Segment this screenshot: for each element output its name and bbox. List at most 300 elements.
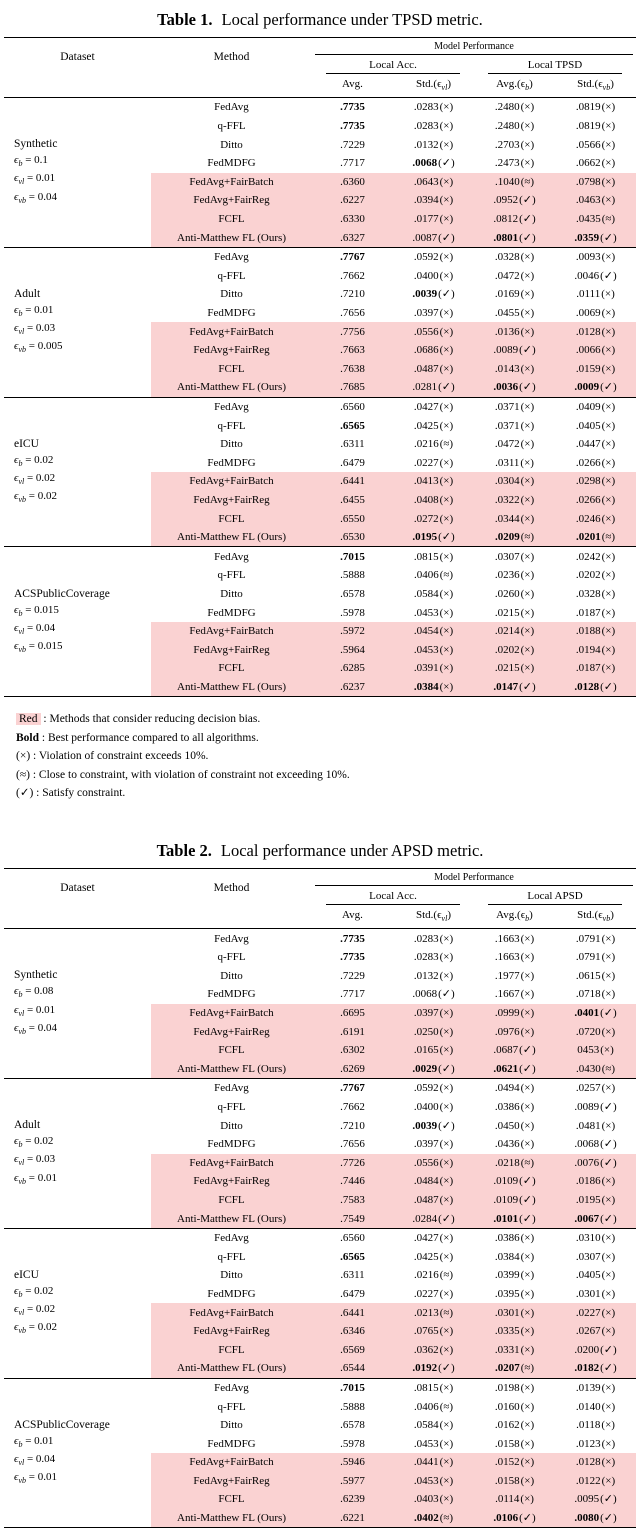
method-cell: FedMDFG xyxy=(207,1138,256,1151)
constraint-mark: (×) xyxy=(601,1456,616,1469)
constraint-value: = 0.04 xyxy=(24,1452,56,1465)
metric-value: .0307 xyxy=(575,1250,601,1263)
metric-value: .6530 xyxy=(340,531,365,544)
constraint-mark: (×) xyxy=(520,932,535,945)
epsilon-symbol: ϵ xyxy=(14,172,19,185)
legend-desc: : Violation of constraint exceeds 10%. xyxy=(33,750,209,763)
constraint-value: = 0.08 xyxy=(22,985,54,998)
method-cell: Ditto xyxy=(220,1269,243,1282)
metric-value: .0450 xyxy=(494,1119,520,1132)
value-cell xyxy=(393,210,474,229)
metric-value: .6455 xyxy=(340,493,365,506)
metric-value: .0328 xyxy=(575,587,601,600)
value-cell xyxy=(474,1172,555,1191)
metric-value: .0216 xyxy=(413,438,439,451)
constraint xyxy=(14,639,150,657)
constraint-mark: (✓) xyxy=(438,1362,455,1375)
epsilon-symbol: ϵ xyxy=(14,1471,19,1484)
constraint-mark: (✓) xyxy=(519,1062,536,1075)
metric-value: .0427 xyxy=(413,400,439,413)
value-cell xyxy=(555,1378,636,1397)
value-cell xyxy=(393,1079,474,1098)
metric-value: .0584 xyxy=(413,587,439,600)
method-cell: FedAvg+FairBatch xyxy=(151,173,312,192)
local-tpsd-rule xyxy=(488,59,622,74)
epsilon-subscript: vl xyxy=(18,1008,25,1018)
value-cell xyxy=(555,1172,636,1191)
metric-value: .0298 xyxy=(575,475,601,488)
metric-value: .0307 xyxy=(494,550,520,563)
constraint-mark: (×) xyxy=(520,1269,535,1282)
metric-value: .0257 xyxy=(575,1082,601,1095)
method-cell: FCFL xyxy=(151,360,312,379)
metric-value: .6330 xyxy=(340,213,365,226)
constraint-mark: (×) xyxy=(601,1193,616,1206)
constraint-mark: (×) xyxy=(520,550,535,563)
constraint-mark: (×) xyxy=(520,1082,535,1095)
metric-value: .6346 xyxy=(340,1325,365,1338)
metric-value: .0481 xyxy=(575,1119,601,1132)
metric-value: .0952 xyxy=(493,194,519,207)
model-performance-header xyxy=(312,38,636,56)
method-cell: Ditto xyxy=(220,288,243,301)
metric-value: .0162 xyxy=(494,1419,520,1432)
dataset-name: eICU xyxy=(14,1268,39,1281)
value-cell xyxy=(312,191,393,210)
constraint-mark: (×) xyxy=(601,969,616,982)
approx-mark: (≈) xyxy=(16,768,30,781)
value-cell xyxy=(393,948,474,967)
metric-value: .7229 xyxy=(340,138,365,151)
metric-value: .0397 xyxy=(413,1007,439,1020)
metric-value: .7210 xyxy=(340,1119,365,1132)
constraint-mark: (×) xyxy=(520,475,535,488)
value-cell xyxy=(312,1397,393,1416)
constraint-mark: (×) xyxy=(439,1493,454,1506)
table1-caption-text: Local performance under TPSD metric. xyxy=(221,10,483,29)
method-cell: FedMDFG xyxy=(207,157,256,170)
value-cell xyxy=(474,1359,555,1378)
metric-value: .7656 xyxy=(340,307,365,320)
value-cell xyxy=(555,1191,636,1210)
metric-value: .0463 xyxy=(575,194,601,207)
method-cell: FCFL xyxy=(151,509,312,528)
metric-value: .0328 xyxy=(494,251,520,264)
value-cell xyxy=(393,1453,474,1472)
metric-value: .0592 xyxy=(413,1082,439,1095)
constraint-mark: (×) xyxy=(601,362,616,375)
epsilon-symbol: ϵ xyxy=(14,340,19,353)
metric-value: .0791 xyxy=(575,951,601,964)
epsilon-symbol: ϵ xyxy=(14,1021,19,1034)
value-cell xyxy=(474,154,555,173)
legend-item-bold xyxy=(16,731,640,746)
value-cell xyxy=(555,1340,636,1359)
constraint-mark: (×) xyxy=(439,969,454,982)
constraint-mark: (×) xyxy=(439,625,454,638)
col-pre: Avg.(ϵ xyxy=(496,909,526,922)
constraint-mark: (×) xyxy=(439,606,454,619)
value-cell xyxy=(555,304,636,323)
metric-value: .0402 xyxy=(413,1512,439,1525)
value-cell xyxy=(555,1397,636,1416)
value-cell xyxy=(555,1135,636,1154)
value-cell xyxy=(474,1340,555,1359)
value-cell xyxy=(312,509,393,528)
value-cell xyxy=(555,1509,636,1528)
method-column-header: Method xyxy=(213,50,250,63)
metric-value: .0386 xyxy=(494,1232,520,1245)
constraint-mark: (×) xyxy=(439,1232,454,1245)
constraint xyxy=(14,489,150,507)
metric-value: .7638 xyxy=(340,362,365,375)
value-cell xyxy=(393,397,474,416)
metric-value: .6565 xyxy=(340,1250,365,1263)
value-cell xyxy=(474,135,555,154)
value-cell xyxy=(393,929,474,948)
constraint-value: = 0.02 xyxy=(26,1321,57,1334)
epsilon-symbol: ϵ xyxy=(14,453,19,466)
value-cell xyxy=(474,304,555,323)
constraint-mark: (×) xyxy=(520,456,534,469)
metric-value: .0399 xyxy=(494,1269,520,1282)
method-cell: FedAvg+FairBatch xyxy=(151,472,312,491)
epsilon-subscript: vb xyxy=(18,1176,26,1186)
metric-value: .6311 xyxy=(340,1269,365,1282)
constraint-mark: (×) xyxy=(601,1175,616,1188)
metric-value: .7735 xyxy=(340,101,365,114)
value-cell xyxy=(555,659,636,678)
value-cell xyxy=(393,1098,474,1117)
col-pre: Avg. xyxy=(342,78,363,90)
constraint-mark: (✓) xyxy=(600,1138,617,1151)
value-cell xyxy=(393,659,474,678)
method-cell: q-FFL xyxy=(217,951,246,964)
constraint xyxy=(14,171,150,189)
value-cell xyxy=(474,453,555,472)
value-cell xyxy=(312,1209,393,1228)
method-cell: q-FFL xyxy=(217,120,246,133)
dataset-cell xyxy=(4,547,151,697)
value-cell xyxy=(474,603,555,622)
constraint-mark: (≈) xyxy=(520,1156,535,1169)
constraint-value: = 0.03 xyxy=(24,322,56,335)
value-cell xyxy=(312,678,393,697)
value-cell xyxy=(312,1191,393,1210)
col-header-avg-eb xyxy=(474,905,555,929)
metric-value: .0301 xyxy=(575,1287,601,1300)
constraint-mark: (×) xyxy=(520,362,535,375)
local-acc-rule xyxy=(326,890,460,905)
constraint-mark: (≈) xyxy=(520,531,535,544)
metric-value: .0067 xyxy=(574,1212,600,1225)
metric-value: .0272 xyxy=(413,512,439,525)
metric-value: .0201 xyxy=(575,531,601,544)
metric-value: .6191 xyxy=(340,1025,365,1038)
metric-value: .6239 xyxy=(340,1493,365,1506)
value-cell xyxy=(555,585,636,604)
metric-value: .0384 xyxy=(494,1250,520,1263)
constraint xyxy=(14,1302,150,1320)
metric-value: .5978 xyxy=(340,1437,365,1450)
metric-value: .6479 xyxy=(340,456,365,469)
model-performance-label: Model Performance xyxy=(434,872,514,884)
metric-value: .0362 xyxy=(413,1343,439,1356)
constraint-mark: (×) xyxy=(520,569,535,582)
constraint-value: = 0.02 xyxy=(22,1135,54,1148)
constraint-mark: (×) xyxy=(439,1419,454,1432)
constraint-mark: (×) xyxy=(601,643,616,656)
value-cell xyxy=(393,1247,474,1266)
value-cell xyxy=(312,1416,393,1435)
metric-value: .0413 xyxy=(413,475,439,488)
metric-value: .0214 xyxy=(494,625,520,638)
value-cell xyxy=(312,1509,393,1528)
value-cell xyxy=(393,1285,474,1304)
epsilon-subscript: vl xyxy=(18,327,25,337)
method-cell: FedMDFG xyxy=(207,307,256,320)
value-cell xyxy=(555,1322,636,1341)
value-cell xyxy=(555,1453,636,1472)
value-cell xyxy=(555,173,636,192)
method-cell: Ditto xyxy=(220,1419,243,1432)
value-cell xyxy=(312,566,393,585)
value-cell xyxy=(555,640,636,659)
value-cell xyxy=(555,1434,636,1453)
metric-value: .1663 xyxy=(494,951,520,964)
method-cell: FedAvg+FairBatch xyxy=(151,1154,312,1173)
col-post: ) xyxy=(529,909,533,922)
value-cell xyxy=(393,967,474,986)
constraint-mark: (×) xyxy=(520,1232,535,1245)
metric-value: .0592 xyxy=(413,251,439,264)
metric-value: .5946 xyxy=(340,1456,365,1469)
method-cell: FedAvg+FairReg xyxy=(151,341,312,360)
value-cell xyxy=(474,1041,555,1060)
value-cell xyxy=(312,1266,393,1285)
metric-value: .0076 xyxy=(574,1156,600,1169)
metric-value: .0976 xyxy=(494,1025,520,1038)
constraint-mark: (×) xyxy=(439,1474,454,1487)
constraint-mark: (×) xyxy=(520,1101,535,1114)
metric-value: .6327 xyxy=(340,231,365,244)
metric-value: .0453 xyxy=(413,1437,439,1450)
metric-value: .0114 xyxy=(495,1493,520,1506)
constraint-mark: (≈) xyxy=(520,1362,535,1375)
col-post: ) xyxy=(610,909,614,922)
value-cell xyxy=(393,98,474,117)
metric-value: .0447 xyxy=(575,438,601,451)
metric-value: .7663 xyxy=(340,344,365,357)
dataset-cell xyxy=(4,1228,151,1378)
metric-value: .0801 xyxy=(493,231,519,244)
epsilon-subscript: b xyxy=(18,458,23,468)
metric-value: .0615 xyxy=(575,969,601,982)
metric-value: .5888 xyxy=(340,569,365,582)
method-cell: FedAvg+FairReg xyxy=(151,1472,312,1491)
epsilon-symbol: ϵ xyxy=(14,490,19,503)
metric-value: .0819 xyxy=(575,101,601,114)
constraint-mark: (×) xyxy=(439,269,454,282)
constraint-mark: (×) xyxy=(520,643,535,656)
constraint xyxy=(14,621,150,639)
method-cell: FedAvg xyxy=(151,1228,312,1247)
method-cell: FCFL xyxy=(151,1191,312,1210)
method-cell: q-FFL xyxy=(217,269,246,282)
metric-value: .7735 xyxy=(340,120,365,133)
value-cell xyxy=(474,1098,555,1117)
epsilon-subscript: b xyxy=(18,608,23,618)
legend-item-approx xyxy=(16,768,640,783)
metric-value: .6550 xyxy=(340,512,365,525)
value-cell xyxy=(312,659,393,678)
constraint-mark: (✓) xyxy=(600,1101,617,1114)
value-cell xyxy=(312,154,393,173)
metric-value: .0815 xyxy=(413,1381,439,1394)
constraint-mark: (≈) xyxy=(439,1400,454,1413)
value-cell xyxy=(312,1154,393,1173)
metric-value: .0242 xyxy=(575,550,601,563)
metric-value: .0405 xyxy=(575,419,601,432)
method-cell: Ditto xyxy=(220,1119,243,1132)
table1-caption xyxy=(0,10,640,30)
metric-value: .0139 xyxy=(575,1381,601,1394)
value-cell xyxy=(312,1490,393,1509)
metric-value: .0455 xyxy=(494,307,520,320)
constraint-mark: (×) xyxy=(520,288,535,301)
metric-value: .0406 xyxy=(413,569,439,582)
epsilon-symbol: ϵ xyxy=(14,190,19,203)
value-cell xyxy=(474,622,555,641)
method-cell: FCFL xyxy=(151,659,312,678)
constraint-mark: (×) xyxy=(520,1007,535,1020)
constraint-mark: (×) xyxy=(439,1343,454,1356)
epsilon-subscript: b xyxy=(18,1290,23,1300)
constraint-mark: (×) xyxy=(439,1287,454,1300)
value-cell xyxy=(393,1060,474,1079)
constraint-mark: (×) xyxy=(601,475,616,488)
value-cell xyxy=(393,322,474,341)
metric-value: .0195 xyxy=(412,531,438,544)
method-cell: FedMDFG xyxy=(207,988,256,1001)
value-cell xyxy=(555,1416,636,1435)
table1-section xyxy=(0,10,640,801)
dataset-cell xyxy=(4,397,151,547)
metric-value: .0192 xyxy=(412,1362,438,1375)
value-cell xyxy=(393,1416,474,1435)
metric-value: .6269 xyxy=(340,1062,365,1075)
metric-value: .0266 xyxy=(575,456,601,469)
method-cell: FedAvg+FairReg xyxy=(151,640,312,659)
metric-value: .0227 xyxy=(413,1287,439,1300)
constraint-mark: (×) xyxy=(601,932,616,945)
constraint-mark: (×) xyxy=(520,325,535,338)
constraint-mark: (✓) xyxy=(600,1493,617,1506)
constraint-mark: (×) xyxy=(520,1306,535,1319)
constraint-mark: (✓) xyxy=(600,1362,617,1375)
metric-value: .0397 xyxy=(413,1138,439,1151)
epsilon-symbol: ϵ xyxy=(14,1303,19,1316)
constraint-mark: (×) xyxy=(601,1082,616,1095)
constraint-mark: (×) xyxy=(601,951,616,964)
metric-value: .0344 xyxy=(494,512,520,525)
value-cell xyxy=(474,528,555,547)
legend-item-red xyxy=(16,712,640,727)
value-cell xyxy=(555,967,636,986)
constraint-mark: (×) xyxy=(520,512,535,525)
local-apsd-group-header xyxy=(474,886,636,905)
metric-value: .6285 xyxy=(340,662,365,675)
constraint-mark: (✓) xyxy=(600,381,617,394)
value-cell xyxy=(312,1285,393,1304)
value-cell xyxy=(312,1247,393,1266)
constraint-mark: (×) xyxy=(601,587,616,600)
constraint-mark: (×) xyxy=(601,1437,616,1450)
value-cell xyxy=(474,435,555,454)
value-cell xyxy=(555,1247,636,1266)
constraint-mark: (✓) xyxy=(600,1007,617,1020)
metric-value: .0472 xyxy=(494,438,520,451)
metric-value: .0250 xyxy=(413,1025,439,1038)
metric-value: .5972 xyxy=(340,625,365,638)
value-cell xyxy=(474,1060,555,1079)
constraint-mark: (×) xyxy=(601,662,616,675)
constraint-mark: (✓) xyxy=(438,1119,455,1132)
metric-value: .0425 xyxy=(413,1250,439,1263)
epsilon-subscript: vl xyxy=(18,477,25,487)
constraint-mark: (≈) xyxy=(439,1512,454,1525)
metric-value: .0430 xyxy=(575,1062,601,1075)
value-cell xyxy=(474,1416,555,1435)
value-cell xyxy=(474,967,555,986)
constraint-mark: (✓) xyxy=(600,680,617,693)
constraint-mark: (×) xyxy=(439,101,454,114)
constraint-mark: (×) xyxy=(601,307,616,320)
constraint-mark: (×) xyxy=(601,1419,615,1432)
model-performance-rule xyxy=(315,872,633,886)
metric-value: .0106 xyxy=(493,1512,519,1525)
value-cell xyxy=(312,1135,393,1154)
metric-value: .0140 xyxy=(575,1400,601,1413)
epsilon-subscript: b xyxy=(18,1439,23,1449)
method-cell: FedMDFG xyxy=(207,456,256,469)
value-cell xyxy=(312,491,393,510)
value-cell xyxy=(555,948,636,967)
metric-value: .7767 xyxy=(340,251,365,264)
value-cell xyxy=(393,1172,474,1191)
constraint-mark: (✓) xyxy=(519,1044,536,1057)
metric-value: .0427 xyxy=(413,1232,439,1245)
constraint xyxy=(14,1171,150,1189)
constraint-mark: (×) xyxy=(601,251,616,264)
value-cell xyxy=(474,1228,555,1247)
dataset-name: Synthetic xyxy=(14,138,58,151)
constraint xyxy=(14,603,150,621)
constraint xyxy=(14,190,150,208)
metric-value: .0215 xyxy=(494,606,520,619)
metric-value: .7726 xyxy=(340,1156,365,1169)
value-cell xyxy=(555,1041,636,1060)
value-cell xyxy=(312,472,393,491)
constraint-value: = 0.01 xyxy=(24,172,56,185)
constraint-mark: (×) xyxy=(439,1437,454,1450)
value-cell xyxy=(393,228,474,247)
metric-value: .0200 xyxy=(574,1343,600,1356)
value-cell xyxy=(555,566,636,585)
value-cell xyxy=(393,435,474,454)
constraint-mark: (×) xyxy=(601,1269,616,1282)
epsilon-symbol: ϵ xyxy=(14,1434,19,1447)
